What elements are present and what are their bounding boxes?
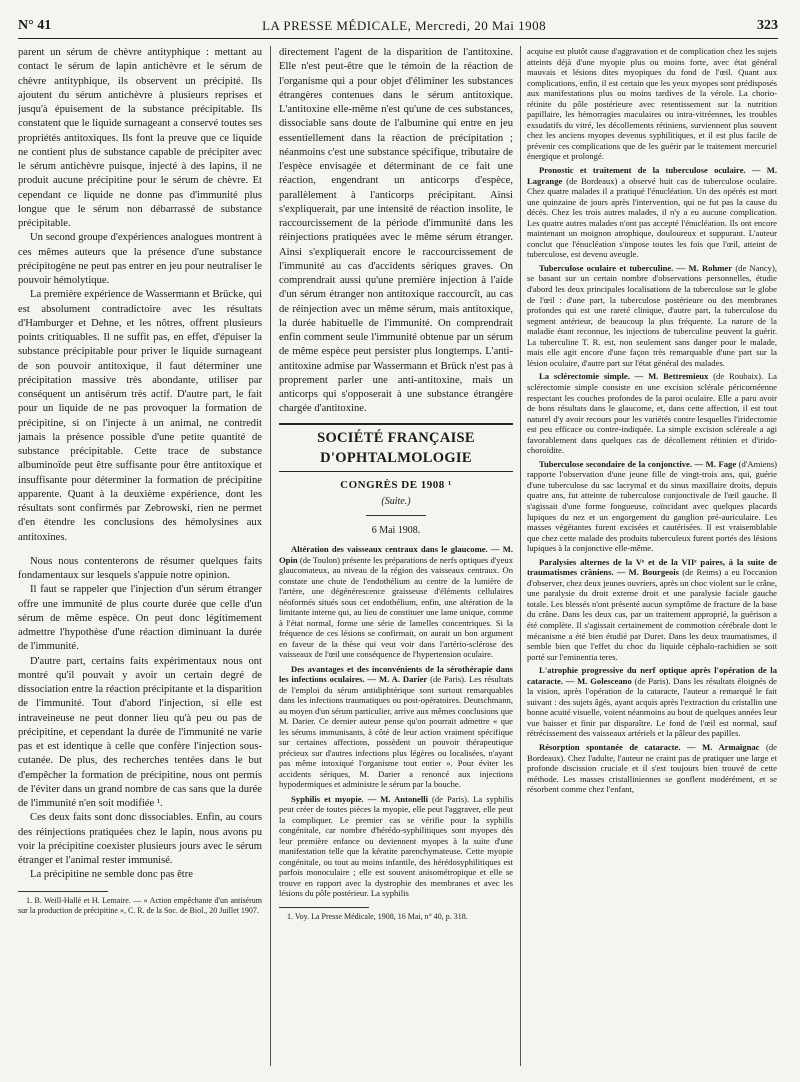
column-divider-left <box>270 46 271 1066</box>
article <box>527 263 777 368</box>
article <box>527 665 777 739</box>
article <box>527 371 777 455</box>
article-heading: Résorption spontanée de cataracte. — M. Armaignac <box>539 742 760 752</box>
article <box>527 165 777 260</box>
article-heading: L'atrophie progressive du nerf optique après l'opération de la cataracte. — M. Golesceano <box>527 665 777 686</box>
paragraph: D'autre part, certains faits expérimentaux nous ont montré qu'il pouvait y avoir un certain degré de dissociation entre la réaction précipitante et la disparition de l'immunité. Tout d'abord l'injection, si elle est intraveineuse ne peut donner lieu qu'à peu ou pas de précipitine, et cependant la durée de l'immunité ne varie pas et est identique à celle que confère l'injection sous-cutanée. De plus, des recherches tentées dans le but d'empêcher la formation de précipitine, nous ont permis de l'éviter dans un grand nombre de cas sans que la durée de l'immunité n'en soit modifiée ¹. <box>18 655 262 809</box>
article-body: (de Paris). La syphilis peut créer de toutes pièces la myopie, elle peut l'aggraver, elle peut la compliquer. Le premier cas se vérifie pour la syphilis congénitale, car nombre d'hérédo-syphilitiques sont myopes dès leur première enfance ou deviennent myopes à la suite d'une manifestation telle que la kératite parenchymateuse. Cette myopie congénitale, ou tout au moins infantile, des hérédosyphilitiques est parfois monoculaire ; elle est souvent anisométropique et elle se trouve en rapport avec la dystrophie des membranes et avec les lésions du pôle postérieur. La syphilis <box>279 793 513 899</box>
paragraph: Il faut se rappeler que l'injection d'un sérum étranger offre une immunité de plus courte durée que celle d'un sérum de même espèce. On peut donc légitimement admettre l'hypothèse d'une réaction diminuant la durée de l'immunité. <box>18 584 262 653</box>
paragraph: La précipitine ne semble donc pas être <box>30 869 193 881</box>
footnote: 1. Voy. La Presse Médicale, 1908, 16 Mai, n° 40, p. 318. <box>287 911 468 921</box>
article <box>527 742 777 795</box>
article-body: (de Paris). Les résultats de l'emploi du sérum antidiphtérique sont surtout remarquables dans les infections traumatiques ou post-opératoires. Deutschmann, au moyen d'un sérum particulier, arrive aux mêmes conclusions que M. Darier. Ce dernier auteur pense qu'on pourrait admettre « que les sérums immunisants, à côté de leur action vraiment spécifique sur certaines affections, possèdent un pouvoir thérapeutique précieux sur d'autres infections plus légères ou localisées, n'ayant pas même intoxiqué l'organisme tout entier ». Pour éviter les accidents sériques, M. Darier a renoncé aux injections hypodermiques et administre le sérum par la bouche. <box>279 674 513 790</box>
article <box>279 664 513 790</box>
footnote: 1. B. Weill-Hallé et H. Lemaire. — « Action empêchante d'un antisérum sur la production de précipitine », C. R. de la Soc. de Biol., 20 Juillet 1907. <box>18 895 262 915</box>
article-body: (de Roubaix). La sclérectomie simple consiste en une excision sclérale péricornéenne respectant les couches profondes de la paroi oculaire. Elle a paru avoir de bons résultats dans le glaucome, et, dans cette affection, il est tout naturel d'y avoir recours pour les variétés contre lesquelles l'iridectomie est peu efficace ou contre-indiquée. La simple excision scléreale a agi favorablement dans quelques cas de décollement rétinien et d'irido-choroïdite. <box>527 371 777 456</box>
paragraph: Ces deux faits sont donc dissociables. Enfin, au cours des réinjections pratiquées chez le lapin, nous avons pu voir la précipitine coexister plusieurs jours avec le sérum étranger et l'animal rester immunisé. <box>18 812 262 866</box>
page-header <box>18 14 778 39</box>
section-date: 6 Mai 1908. <box>371 525 421 536</box>
paragraph: Un second groupe d'expériences analogues montrent à ces mêmes auteurs que la présence d'une substance précipitogène ne peut pas entrer en jeu pour neutraliser le pouvoir hémolytique. <box>18 232 262 286</box>
article-heading: Syphilis et myopie. — M. Antonelli <box>291 793 428 804</box>
article-body: (de Toulon) présente les préparations de nerfs optiques d'yeux glaucomateux, au niveau de la région des vaisseaux centraux. On constate une chute de l'endothélium au centre de la lumière de l'artère, une dégénérescence graisseuse d'éléments cellulaires néoformés situés sous cet endothélium, enfin, une altération de la limitante interne qui, au lieu de constituer une lame unique, comme à l'état normal, forme une série de lamelles concentriques. Si la fréquence de ces lésions se confirmait, on aurait un bon argument en faveur de la thèse qui veut voir dans l'artério-sclérose des vaisseaux de l'œil une conséquence de l'hypertension oculaire. <box>279 554 513 660</box>
article <box>279 544 513 660</box>
article-body: (de Reims) a eu l'occasion d'observer, chez deux jeunes ouvriers, après un choc violent sur le crâne, une paralysie du droit externe droit et une paralysie faciale gauche totale. Les blessés n'ont présenté aucun symptôme de fracture de la base du crâne. Dans les deux cas, par un traitement approprié, la guérison a été complète. Il s'agissait certainement de commotion cérébrale dont le mécanisme a été bien étudié par Duret. Dans les deux traumatismes, il semble bien que l'effet du choc du liquide céphalo-rachidien se soit porté sur l'eminentia teres. <box>527 567 777 662</box>
article <box>279 794 513 899</box>
article-body: (de Bordeaux) a observé huit cas de tuberculose oculaire. Chez quatre malades il a pratiqué l'énucléation. Un des opérés est mort une quinzaine de jours après l'intervention, qui ne fut pas la cause du décès. Chez les trois autres malades, il n'y a eu aucune complication. Les quatre autres malades n'ont pas accepté l'énucléation. Ils ont encore maintenant un moignon atrophique, douloureux et suppurant. L'auteur conclut que l'énucléation s'impose toutes les fois que l'œil, atteint de tuberculose, est devenu aveugle. <box>527 175 777 260</box>
column-right <box>527 46 777 1066</box>
article-heading: La sclérectomie simple. — M. Bettremieux <box>539 371 709 382</box>
journal-title: LA PRESSE MÉDICALE, Mercredi, 20 Mai 1908 <box>262 18 547 33</box>
article <box>527 459 777 554</box>
column-left <box>18 46 262 1066</box>
section-title: SOCIÉTÉ FRANÇAISE D'OPHTALMOLOGIE <box>279 423 513 472</box>
paragraph: acquise est plutôt cause d'aggravation et de complication chez les sujets atteints déjà d'une myopie plus ou moins forte, avec état général mauvais et lésions dites myopiques du fond de l'œil. Quant aux complications, enfin, il est certain que les yeux myopes sont prédisposés aux manifestations plus ou moins tardives de la vérole. La chorio-rétinite du pôle postérieure avec retentissement sur la nutrition papillaire, les hémorragies maculaires ou intra-vitréennes, les troubles exsudatifs du vitré, les décollements rétiniens, surviennent plus souvent chez les anciens myopes devenus syphilitiques, et il est plus facile de prévenir ces complications que de les guérir par le traitement mercuriel énergique et prolongé. <box>527 46 777 162</box>
paragraph: La première expérience de Wassermann et Brücke, qui est absolument contradictoire avec les résultats d'Hamburger et Dehne, et les nôtres, offrent plusieurs points critiquables. Il ne suffit pas, en effet, d'épuiser la substance précipitable pour priver le liquide surnageant de son pouvoir antitoxique, il faut déterminer une précipitation massive très abondante, utiliser par conséquent un antisérum très actif. D'autre part, le fait pour un liquide de ne pas provoquer la formation de précipitine, si on l'injecte à un animal, ne contredit jamais la présence possible d'une petite quantité de substance précipitable. Cette trace de substance albuminoïde peut être suffisante pour être antitoxique et insuffisante pour déterminer la formation de précipitine apparente. Quant à la deuxième expérience, dont les résultats sont confirmés par Zebrowski, rien ne permet d'en étendre les conclusions des hémolysines aux antitoxines. <box>18 289 262 543</box>
footnote-rule <box>279 907 369 908</box>
article-heading: Pronostic et traitement de la tuberculose oculaire. — M. Lagrange <box>527 165 777 186</box>
article-body: (d'Amiens) rapporte l'observation d'une jeune fille de vingt-trois ans, qui, guérie d'une tuberculose du sac lacrymal et du sinus maxillaire droits, depuis quatre ans, fut atteinte de tuberculose conjonctivale de l'œil gauche. Il s'agissait d'une forme fongueuse, coïncidant avec quelques placards lupiques du nez et un engorgement du ganglion pré-auriculaire. Les masses végétantes furent excisées et cautérisées. Il est vraisemblable que chez cette malade des produits tuberculeux furent portés des lésions lupiques à la conjonctive elle-même. <box>527 458 777 554</box>
article-heading: Tuberculose oculaire et tuberculine. — M. Rohmer <box>539 262 733 273</box>
article-heading: Tuberculose secondaire de la conjonctive. — M. Fage <box>539 458 737 469</box>
column-divider-right <box>520 46 521 1066</box>
article-body: (de Paris). Dans les résultats éloignés de la vision, après l'opération de la cataracte, l'auteur a remarqué le fait suivant : des sujets âgés, ayant acquis après l'extraction du cristallin une bonne acuité visuelle, voient néanmoins au bout de quelques années leur vue baisser et finir par disparaître. Le fond de l'œil est normal, sauf rétrécissement des vaisseaux artériels et la pâleur des papilles. <box>527 675 777 739</box>
footnote-rule <box>18 891 108 892</box>
spacer <box>18 545 262 555</box>
paragraph: parent un sérum de chèvre antityphique : mettant au contact le sérum de lapin antichèvre et le sérum de chèvre antityphique, ils observent un précipité. Ils ajoutent du sérum antichèvre à plusieurs reprises et jusqu'à épuisement de la substance précipitable. Ils constatent que le liquide surnageant a conservé toutes ses propriétés antitoxiques. Ils font la preuve que ce liquide ne contient plus de substance capable de précipiter avec le sérum antichèvre puisque, injecté à des lapins, il ne produit aucune précipitine pour le sérum de chèvre. Et cependant ce liquide ne donne pas d'immunité plus longue que le sérum non débarrassé de substance précipitable. <box>18 47 262 229</box>
article-body: (de Bordeaux). Chez l'adulte, l'auteur ne craint pas de pratiquer une large et profonde discission cruciale et il s'est toujours bien trouvé de cette méthode. Les masses cristalliniennes se gonflent modérément, et se résorbent comme chez l'enfant, <box>527 742 777 795</box>
paragraph: directement l'agent de la disparition de l'antitoxine. Elle n'est peut-être que le témoin de la réaction de l'organisme qui a pour objet d'éliminer les substances étrangères contenues dans le sérum antitoxique. L'antitoxine elle-même n'est qu'une de ces substances, dissociable sans doute de l'albumine qui entre en jeu essentiellement dans la réaction de précipitation ; néanmoins c'est une substance spécifique, tributaire de l'espèce envisagée et déterminant de ce fait une réaction, engendrant un anticorps d'espèce, parallèlement à l'anticorps précipitant. Ainsi s'expliquerait, par une intensité de réaction insolite, le raccourcissement de la période d'immunité dans les réinjections pratiquées avec le même sérum étranger. Ainsi s'expliquerait encore le raccourcissement de l'immunité au cas d'accidents sériques graves. On comprendrait aussi qu'une première injection à l'aide d'un sérum étranger non antitoxique raccourcît, au cas de réinjection avec un même sérum, mais antitoxique, la durée habituelle de l'immunité. On comprendrait enfin comment seule l'immunité obtenue par un sérum de même espèce peut persister plus longtemps. L'anti-antitoxine admise par Wassermann et Brück n'est pas à proprement parler une anti-antitoxine, mais un anticorps qui s'opposerait à une substance étrangère chargée d'antitoxine. <box>279 47 513 415</box>
column-middle <box>279 46 513 1066</box>
article <box>527 557 777 662</box>
article-heading: Paralysies alternes de la Vᵉ et de la VIIᵉ paires, à la suite de traumatismes crâniens. — M. Bourgeois <box>527 556 777 578</box>
issue-number: N° 41 <box>18 18 52 33</box>
article-heading: Des avantages et des inconvénients de la sérothérapie dans les infections oculaires. — M. A. Darier <box>279 663 513 685</box>
section-subtitle: CONGRÈS DE 1908 ¹ <box>340 478 452 491</box>
paragraph: Nous nous contenterons de résumer quelques faits fondamentaux sur lesquels s'appuie notre opinion. <box>18 555 262 581</box>
section-suite: (Suite.) <box>381 495 411 507</box>
section-rule <box>366 515 426 516</box>
page-number: 323 <box>757 18 778 33</box>
article-body: (de Nancy), se basant sur un certain nombre d'observations personnelles, étudie d'abord les deux principales localisations de la tuberculose sur le globe de l'œil : d'une part, la tuberculose postérieure ou des membranes profondes qui est une rareté clinique, d'autre part, la tuberculose du segment antérieur, de beaucoup la plus fréquente. La nature de la maladie étant reconnue, les injections de tuberculine peuvent la guérir. La tuberculine T. R. est, non seulement sans danger pour le malade, mais elle agit encore d'une façon très remarquable d'une part sur la lésion oculaire, d'autre part sur l'état général des malades. <box>527 262 777 368</box>
article-heading: Altération des vaisseaux centraux dans le glaucome. — M. Opin <box>279 544 513 565</box>
section-header <box>279 423 513 539</box>
